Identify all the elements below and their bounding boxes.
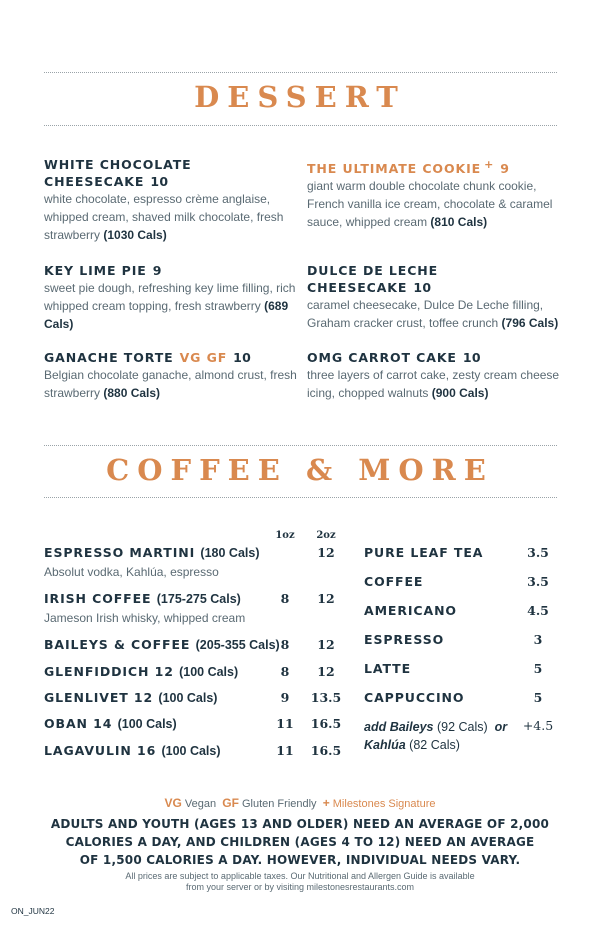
menu-item [44,349,299,402]
drink-name: COFFEE [364,574,424,589]
drink-name: PURE LEAF TEA [364,545,484,560]
item-price: 10 [150,174,169,189]
signature-plus-icon: + [322,796,330,810]
drink-price: 4.5 [527,603,549,618]
item-cals: (880 Cals) [103,386,161,400]
price-1oz: 8 [280,591,290,606]
drink-cals: (100 Cals) [161,744,221,758]
item-price: 9 [500,161,510,177]
item-price: 10 [233,350,252,365]
item-price: 9 [152,263,162,278]
item-cals: (810 Cals) [430,215,488,230]
price-2oz: 12 [317,591,335,606]
item-name: CHEESECAKE [44,174,145,189]
item-desc: Belgian chocolate ganache, almond crust, fresh strawberry [44,368,297,400]
divider [44,125,557,126]
price-2oz: 16.5 [310,743,342,758]
price-1oz: 11 [276,716,294,731]
drink-price: 5 [533,661,543,676]
item-cals: (796 Cals) [501,316,559,330]
item-desc: sweet pie dough, refreshing key lime filling, rich whipped cream topping, fresh strawberry [44,281,296,313]
divider [44,497,557,498]
drink-price: 3.5 [527,545,549,560]
calorie-notice: ADULTS AND YOUTH (AGES 13 AND OLDER) NEED AN AVERAGE OF 2,000 CALORIES A DAY, AND CHILDREN (AGES 4 TO 12) NEED AN AVERAGE OF 1,500 CALORIES A DAY. HOWEVER, INDIVIDUAL NEEDS VARY. [50,817,550,867]
item-name: DULCE DE LECHE CHEESECAKE [307,263,439,295]
item-name: THE ULTIMATE COOKIE [307,161,482,177]
menu-item [44,262,299,333]
divider [44,445,557,446]
drink-cals: (100 Cals) [117,717,177,731]
item-price: 10 [462,350,481,365]
menu-item [307,156,567,231]
drink-cals: (100 Cals) [158,691,218,705]
drink-name: BAILEYS & COFFEE (205-355 Cals) [44,637,280,652]
addon-price: +4.5 [522,718,554,733]
drink-cals: (180 Cals) [200,546,260,560]
menu-code: ON_JUN22 [11,906,55,916]
drink-price: 3.5 [527,574,549,589]
item-cals: (900 Cals) [431,386,489,400]
drink-name: OBAN 14 (100 Cals) [44,716,177,731]
drink-cals: (175-275 Cals) [156,592,241,606]
price-1oz: 11 [276,743,294,758]
drink-cals: (205-355 Cals) [195,638,280,652]
menu-item [44,156,299,244]
price-1oz: 8 [280,664,290,679]
item-desc: three layers of carrot cake, zesty cream cheese icing, chopped walnuts [307,368,560,400]
legend: VG Vegan GF Gluten Friendly + Milestones Signature [164,796,436,810]
fine-print: All prices are subject to applicable taxes. Our Nutritional and Allergen Guide is available from your server or by visiting milestonesrestaurants.com [125,871,475,892]
price-1oz: 9 [280,690,290,705]
divider [44,72,557,73]
item-desc: caramel cheesecake, Dulce De Leche filling, Graham cracker crust, toffee crunch [307,298,544,330]
price-1oz: 8 [280,637,290,652]
item-name: GANACHE TORTE [44,350,174,365]
item-name: OMG CARROT CAKE [307,350,457,365]
price-2oz: 12 [317,545,335,560]
drink-name: ESPRESSO [364,632,445,647]
signature-plus-icon: + [484,158,495,171]
menu-item [307,262,567,332]
item-name: KEY LIME PIE [44,263,147,278]
price-2oz: 12 [317,664,335,679]
price-2oz: 16.5 [310,716,342,731]
price-2oz: 12 [317,637,335,652]
section-title-coffee: COFFEE & MORE [106,453,494,487]
drink-price: 5 [533,690,543,705]
item-name: WHITE CHOCOLATE [44,157,192,172]
drink-name: GLENLIVET 12 (100 Cals) [44,690,218,705]
dietary-tags: VG GF [179,350,228,365]
column-header-1oz: 1oz [275,530,295,541]
menu-item [307,349,567,402]
drink-name: LAGAVULIN 16 (100 Cals) [44,743,221,758]
drink-name: GLENFIDDICH 12 (100 Cals) [44,664,239,679]
drink-name: LATTE [364,661,412,676]
item-price: 10 [413,280,432,295]
drink-cals: (100 Cals) [179,665,239,679]
item-desc: white chocolate, espresso crème anglaise, whipped cream, shaved milk chocolate, fresh strawberry [44,192,284,242]
item-desc: giant warm double chocolate chunk cookie, French vanilla ice cream, chocolate & caramel sauce, whipped cream [307,179,553,230]
addon-note: add Baileys (92 Cals) or Kahlúa (82 Cals) [364,720,508,752]
drink-price: 3 [533,632,543,647]
drink-desc: Absolut vodka, Kahlúa, espresso [44,565,219,579]
item-cals: (1030 Cals) [103,228,167,242]
section-title-dessert: DESSERT [194,80,406,114]
drink-desc: Jameson Irish whisky, whipped cream [44,611,246,625]
column-header-2oz: 2oz [316,530,336,541]
drink-name: AMERICANO [364,603,457,618]
item-cals: (689 Cals) [44,299,289,331]
drink-name: IRISH COFFEE (175-275 Cals) [44,591,241,606]
drink-name: ESPRESSO MARTINI (180 Cals) [44,545,260,560]
price-2oz: 13.5 [310,690,342,705]
drink-name: CAPPUCCINO [364,690,465,705]
